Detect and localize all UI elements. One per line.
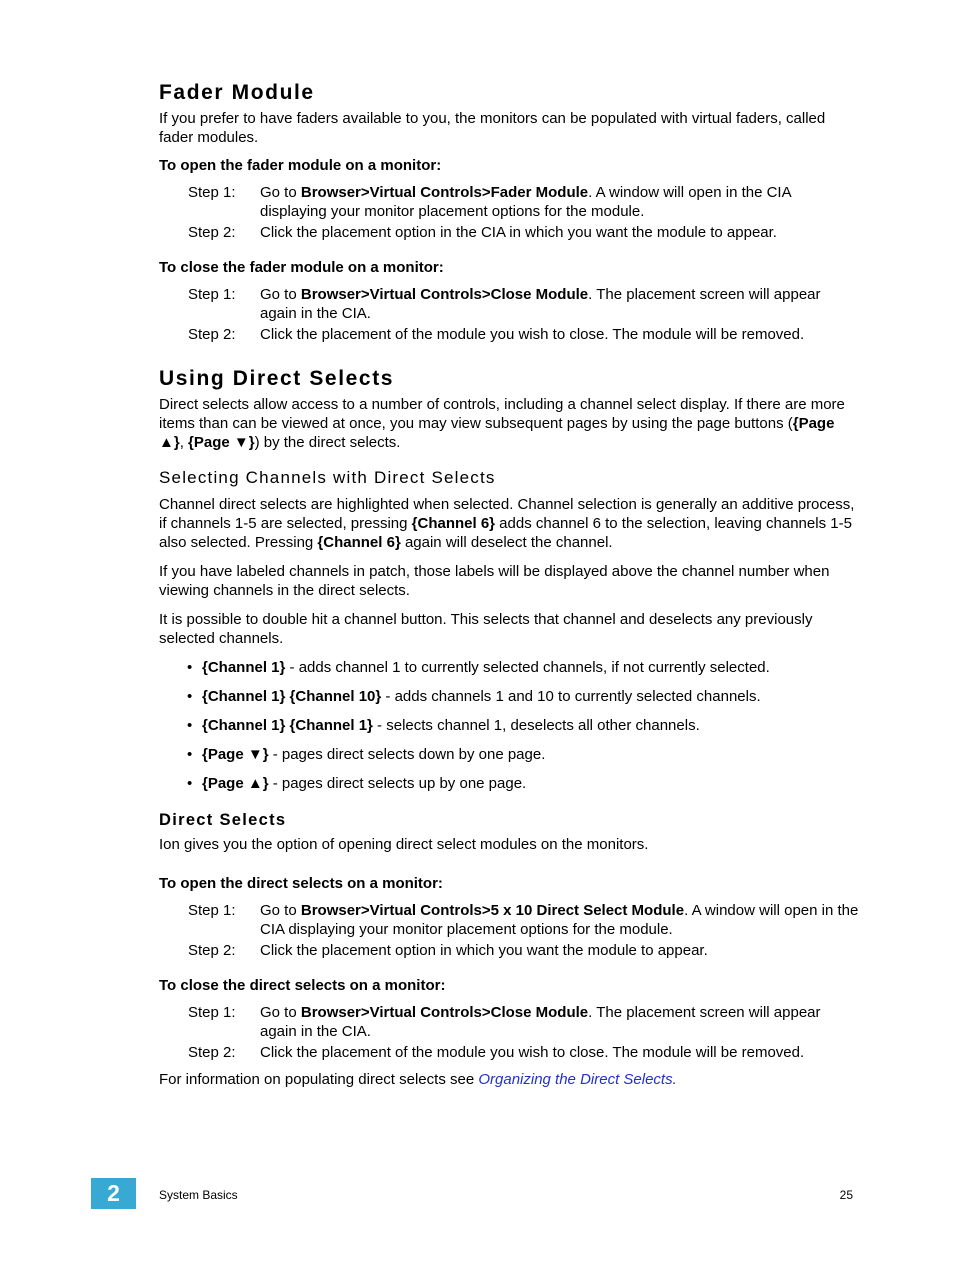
- fader-open-lead: To open the fader module on a monitor:: [159, 157, 442, 174]
- page-number: 25: [839, 1188, 853, 1202]
- direct-close-lead: To close the direct selects on a monitor:: [159, 977, 446, 994]
- section-heading-using-direct-selects: Using Direct Selects: [159, 367, 395, 390]
- fader-open-step-1: Step 1: Go to Browser>Virtual Controls>Fader Module. A window will open in the CIA displaying your monitor placement options for the module.: [188, 184, 791, 220]
- list-item: • {Channel 1} {Channel 1} - selects channel 1, deselects all other channels.: [187, 717, 700, 734]
- list-item: • {Channel 1} - adds channel 1 to currently selected channels, if not currently selected.: [187, 659, 770, 676]
- chapter-badge: 2: [91, 1178, 136, 1209]
- page-content: [159, 80, 859, 1089]
- fader-close-lead: To close the fader module on a monitor:: [159, 259, 444, 276]
- fader-open-step-2: Step 2: Click the placement option in the CIA in which you want the module to appear.: [188, 224, 777, 241]
- selecting-paragraph-2: If you have labeled channels in patch, those labels will be displayed above the channel number when viewing channels in the direct selects.: [159, 563, 830, 599]
- fader-close-step-1: Step 1: Go to Browser>Virtual Controls>Close Module. The placement screen will appear again in the CIA.: [188, 286, 821, 322]
- list-item: • {Channel 1} {Channel 10} - adds channels 1 and 10 to currently selected channels.: [187, 688, 761, 705]
- direct-open-step-2: Step 2: Click the placement option in which you want the module to appear.: [188, 942, 708, 959]
- organizing-direct-selects-link[interactable]: Organizing the Direct Selects.: [478, 1071, 677, 1088]
- direct-open-step-1: Step 1: Go to Browser>Virtual Controls>5 x 10 Direct Select Module. A window will open in the CIA displaying your monitor placement options for the module.: [188, 902, 859, 938]
- fader-close-step-2: Step 2: Click the placement of the module you wish to close. The module will be removed.: [188, 326, 805, 343]
- selecting-paragraph-1: Channel direct selects are highlighted when selected. Channel selection is generally an additive process, if channels 1-5 are selected, pressing {Channel 6} adds channel 6 to the selection, leaving channels 1-5 also selected. Pressing {Channel 6} again will deselect the channel.: [159, 496, 855, 551]
- direct-open-lead: To open the direct selects on a monitor:: [159, 875, 443, 892]
- fader-intro: If you prefer to have faders available to you, the monitors can be populated with virtual faders, called fader modules.: [159, 110, 826, 146]
- using-intro: Direct selects allow access to a number of controls, including a channel select display. If there are more items than can be viewed at once, you may view subsequent pages by using the page buttons ({Page ▲}, {Page ▼}) by the direct selects.: [159, 396, 845, 451]
- selecting-bullet-list: [159, 658, 859, 793]
- direct-info: For information on populating direct selects see Organizing the Direct Selects.: [159, 1071, 677, 1088]
- direct-intro: Ion gives you the option of opening direct select modules on the monitors.: [159, 836, 649, 853]
- selecting-paragraph-3: It is possible to double hit a channel button. This selects that channel and deselects any previously selected channels.: [159, 611, 813, 647]
- footer-section-title: System Basics: [159, 1188, 238, 1202]
- subheading-selecting-channels: Selecting Channels with Direct Selects: [159, 468, 496, 487]
- direct-close-step-2: Step 2: Click the placement of the module you wish to close. The module will be removed.: [188, 1044, 805, 1061]
- direct-close-step-1: Step 1: Go to Browser>Virtual Controls>Close Module. The placement screen will appear again in the CIA.: [188, 1004, 821, 1040]
- subheading-direct-selects: Direct Selects: [159, 811, 287, 829]
- list-item: • {Page ▼} - pages direct selects down by one page.: [187, 746, 546, 763]
- list-item: • {Page ▲} - pages direct selects up by one page.: [187, 775, 527, 792]
- section-heading-fader-module: Fader Module: [159, 81, 315, 104]
